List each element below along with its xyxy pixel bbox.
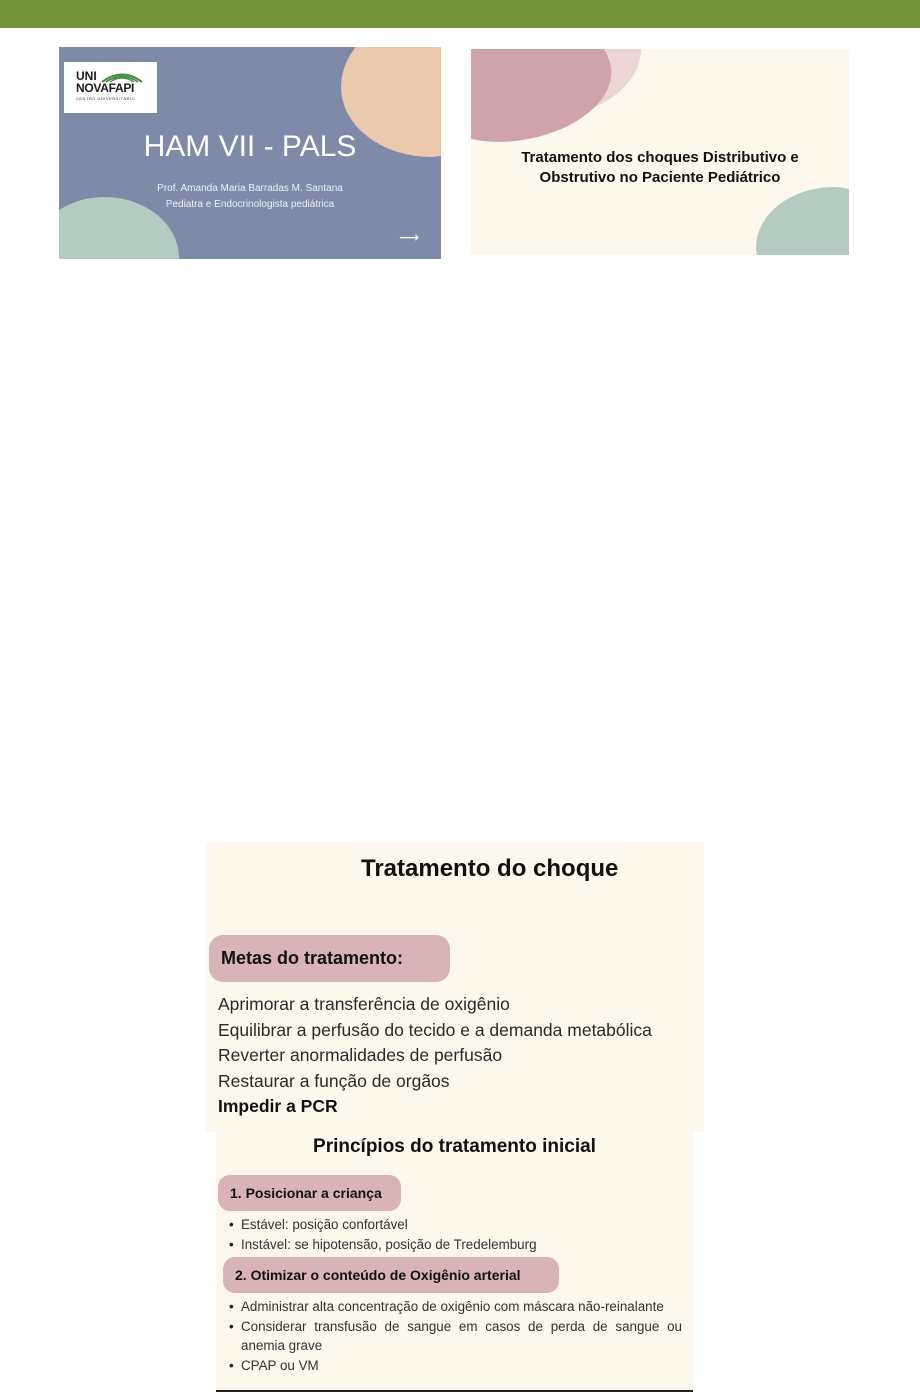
step-2-pill xyxy=(223,1257,559,1293)
treatment-goals-slide xyxy=(206,842,704,1132)
step-1-list xyxy=(227,1215,682,1254)
goal-item: Aprimorar a transferência de oxigênio xyxy=(218,994,510,1014)
goal-item: Restaurar a função de orgãos xyxy=(218,1070,450,1091)
presenter-role: Pediatra e Endocrinologista pediátrica xyxy=(165,199,335,210)
logo-text-uni: UNI xyxy=(76,69,97,83)
next-arrow-icon: ⟶ xyxy=(399,229,420,245)
university-logo xyxy=(64,62,157,113)
list-item: • Administrar alta concentração de oxigênio com máscara não-reinalante xyxy=(227,1297,682,1317)
section-title-line2: Obstrutivo no Paciente Pediátrico xyxy=(539,169,781,186)
step-1-pill xyxy=(218,1175,401,1211)
list-item: • Considerar transfusão de sangue em casos de perda de sangue ou anemia grave xyxy=(227,1317,682,1356)
goal-item-emphasis: Impedir a PCR xyxy=(218,1096,338,1117)
green-decorative-blob xyxy=(756,187,849,255)
goal-item: Equilibrar a perfusão do tecido e a demanda metabólica xyxy=(218,1019,652,1040)
logo-text-novafapi: NOVAFAPI xyxy=(76,81,135,95)
pink-decorative-blob xyxy=(471,49,619,154)
slide-title: Tratamento do choque xyxy=(361,855,619,882)
goals-heading-pill xyxy=(209,935,450,982)
list-item: • Instável: se hipotensão, posição de Tredelemburg xyxy=(227,1235,682,1255)
initial-treatment-slide xyxy=(216,1132,693,1392)
goal-item: Reverter anormalidades de perfusão xyxy=(218,1045,503,1066)
page-header-bar xyxy=(0,0,920,28)
section-title-line1: Tratamento dos choques Distributivo e xyxy=(521,149,799,166)
step-1-label: 1. Posicionar a criança xyxy=(230,1185,382,1201)
title-slide xyxy=(59,47,441,259)
step-2-label: 2. Otimizar o conteúdo de Oxigênio arterial xyxy=(235,1267,521,1283)
goals-list xyxy=(218,992,652,1120)
slide-title: HAM VII - PALS xyxy=(143,130,357,163)
section-title xyxy=(471,148,849,188)
section-title-slide xyxy=(471,49,849,255)
step-2-list xyxy=(227,1297,682,1375)
list-item: • Estável: posição confortável xyxy=(227,1215,682,1235)
slide-title: Princípios do tratamento inicial xyxy=(313,1136,596,1157)
list-item: • CPAP ou VM xyxy=(227,1356,682,1376)
presenter-name: Prof. Amanda Maria Barradas M. Santana xyxy=(157,183,343,194)
logo-text-subtitle: CENTRO UNIVERSITÁRIO xyxy=(76,96,136,101)
goals-heading: Metas do tratamento: xyxy=(221,948,404,968)
